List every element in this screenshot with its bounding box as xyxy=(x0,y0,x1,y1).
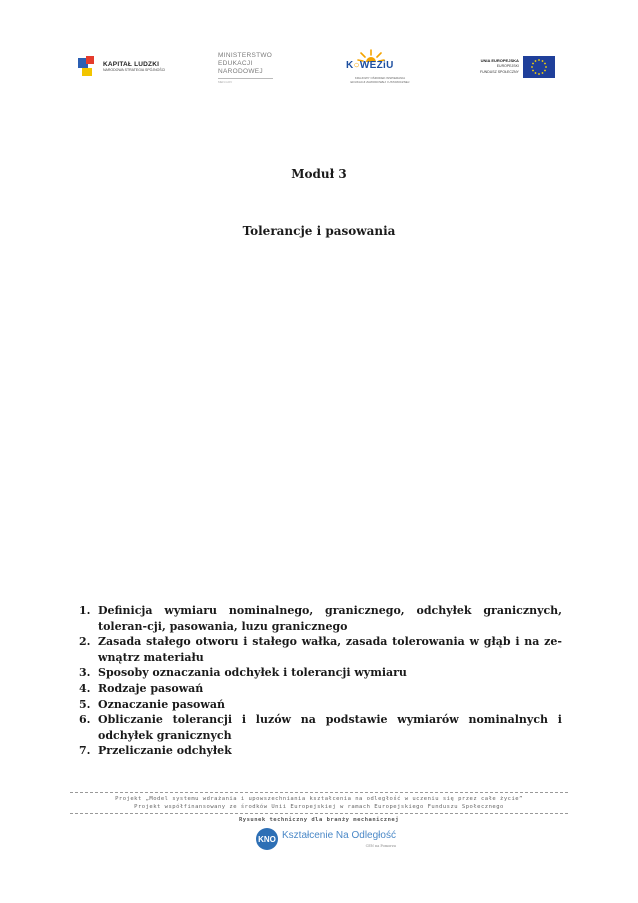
ue-line-3: FUNDUSZ SPOŁECZNY xyxy=(480,70,519,75)
koweziu-small: KRAJOWY OŚRODEK WSPIERANIA EDUKACJI ZAWODOWEJ I USTAWICZNEJ xyxy=(350,76,410,84)
toc-item-text: Definicja wymiaru nominalnego, granicznego, odchyłek granicznych, toleran-cji, pasowania, luzu granicznego xyxy=(98,604,562,633)
toc-item xyxy=(79,603,562,634)
footer-project-line-2: Projekt współfinansowany ze środków Unii Europejskiej w ramach Europejskiego Funduszu Społecznego xyxy=(134,804,504,810)
toc-item-text: Rodzaje pasowań xyxy=(98,681,204,695)
toc-item-text: Zasada stałego otworu i stałego wałka, zasada tolerowania w głąb i na ze-wnątrz materiału xyxy=(98,635,562,664)
koweziu-logo xyxy=(346,54,410,84)
toc-item-number: 1. xyxy=(79,604,91,617)
table-of-contents xyxy=(79,603,562,759)
toc-item xyxy=(79,697,562,713)
ministerstwo-line-1: MINISTERSTWO xyxy=(218,52,273,59)
ministerstwo-line-3: NARODOWEJ xyxy=(218,68,263,75)
toc-item-number: 5. xyxy=(79,697,91,711)
module-title: Moduł 3 xyxy=(291,167,347,181)
kno-badge-icon: KNO xyxy=(256,828,278,850)
eu-flag-icon xyxy=(523,56,555,78)
ministerstwo-logo xyxy=(218,52,273,84)
toc-item xyxy=(79,634,562,665)
kno-name: Kształcenie Na Odległość xyxy=(282,829,396,841)
ue-line-1: UNIA EUROPEJSKA xyxy=(480,58,519,64)
footer-course-name: Rysunek techniczny dla branży mechanicznej xyxy=(238,817,400,823)
kapital-ludzki-subtitle: NARODOWA STRATEGIA SPÓJNOŚCI xyxy=(103,68,166,72)
footer-divider xyxy=(70,792,568,793)
footer-project-line-1: Projekt „Model systemu wdrażania i upowszechniania kształcenia na odległość w uczeniu się przez całe życie” xyxy=(115,796,523,802)
kapital-ludzki-logo xyxy=(78,56,165,78)
toc-item-text: Obliczanie tolerancji i luzów na podstawie wymiarów nominalnych i odchyłek granicznych xyxy=(98,713,562,742)
toc-item xyxy=(79,681,562,697)
header-logos xyxy=(0,48,638,98)
kno-subtitle: CEN na Pomorzu xyxy=(365,843,396,848)
toc-item-number: 2. xyxy=(79,635,91,649)
toc-item xyxy=(79,743,562,759)
ue-line-2: EUROPEJSKI xyxy=(496,64,519,69)
toc-item-text: Przeliczanie odchyłek xyxy=(98,744,232,758)
ministerstwo-line-2: EDUKACJI xyxy=(218,60,253,67)
toc-item-number: 3. xyxy=(79,666,91,680)
koweziu-name-a: K xyxy=(346,60,354,71)
toc-item-number: 4. xyxy=(79,681,91,695)
module-subject: Tolerancje i pasowania xyxy=(242,224,396,238)
kapital-ludzki-icon xyxy=(78,56,98,78)
koweziu-name-b: WEZiU xyxy=(359,60,394,71)
toc-item-text: Sposoby oznaczania odchyłek i tolerancji wymiaru xyxy=(98,666,407,680)
toc-item xyxy=(79,665,562,681)
ministerstwo-small: MEN.GOV xyxy=(218,80,233,84)
toc-item-number: 6. xyxy=(79,713,91,727)
kapital-ludzki-name: KAPITAŁ LUDZKI xyxy=(103,60,160,68)
koweziu-o-mark: ○ xyxy=(353,60,360,71)
kno-logo xyxy=(256,828,396,850)
toc-item xyxy=(79,712,562,743)
ue-efs-logo xyxy=(480,56,555,78)
footer-divider xyxy=(70,813,568,814)
toc-item-number: 7. xyxy=(79,744,91,758)
toc-item-text: Oznaczanie pasowań xyxy=(98,697,225,711)
